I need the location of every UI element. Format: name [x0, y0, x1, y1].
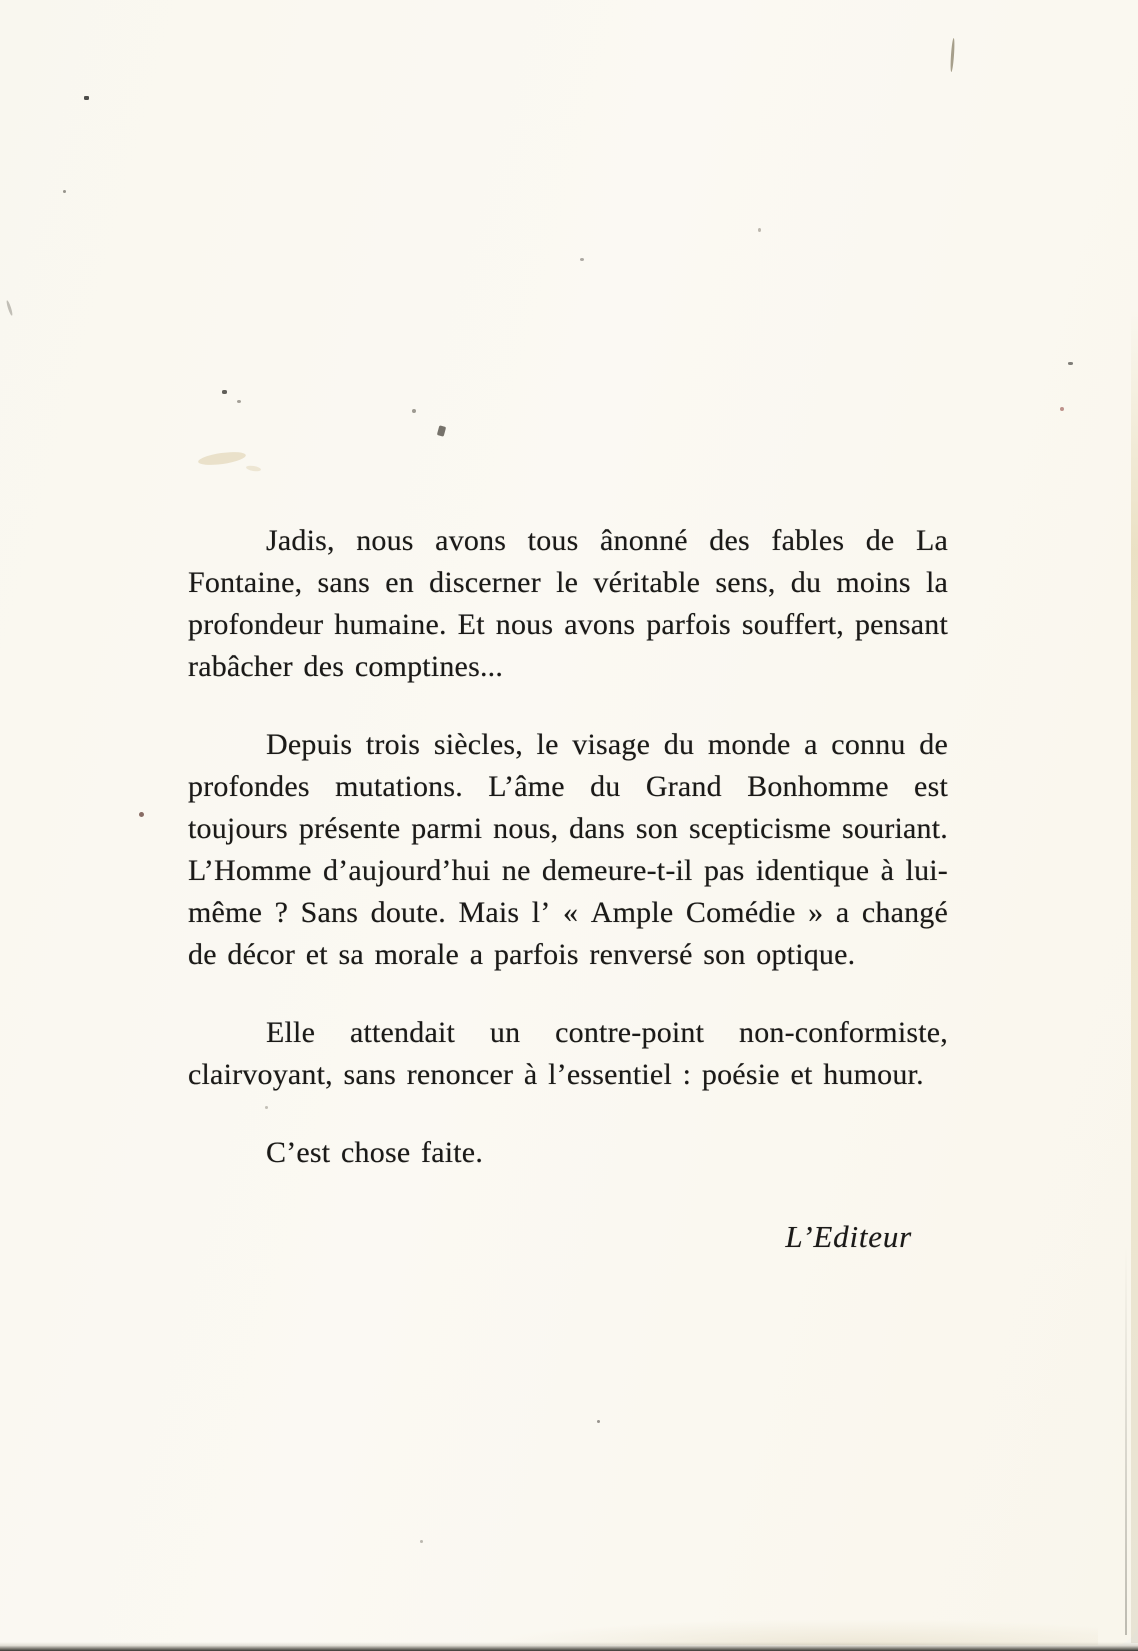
paragraph-cest-chose-faite: C’est chose faite. [266, 1136, 484, 1169]
text-block [188, 520, 948, 1258]
paragraph-jadis: Jadis, nous avons tous ânonné des fables de La Fontaine, sans en discerner le véritable sens, du moins la profondeur humaine. Et nous avons parfois souffert, pensant rabâcher des comptines... [188, 524, 948, 683]
paragraph-depuis-trois-siecles: Depuis trois siècles, le visage du monde a connu de profondes mutations. L’âme du Grand Bonhomme est toujours présente parmi nous, dans son scepticisme souriant. L’Homme d’aujourd’hui ne demeure-t-il pas identique à lui-même ? Sans doute. Mais l’ « Ample Comédie » a changé de décor et sa morale a parfois renversé son optique. [188, 728, 948, 971]
paragraph-elle-attendait: Elle attendait un contre-point non-conformiste, clairvoyant, sans renoncer à l’essentiel : poésie et humour. [188, 1016, 948, 1091]
editor-signature: L’Editeur [785, 1219, 912, 1254]
